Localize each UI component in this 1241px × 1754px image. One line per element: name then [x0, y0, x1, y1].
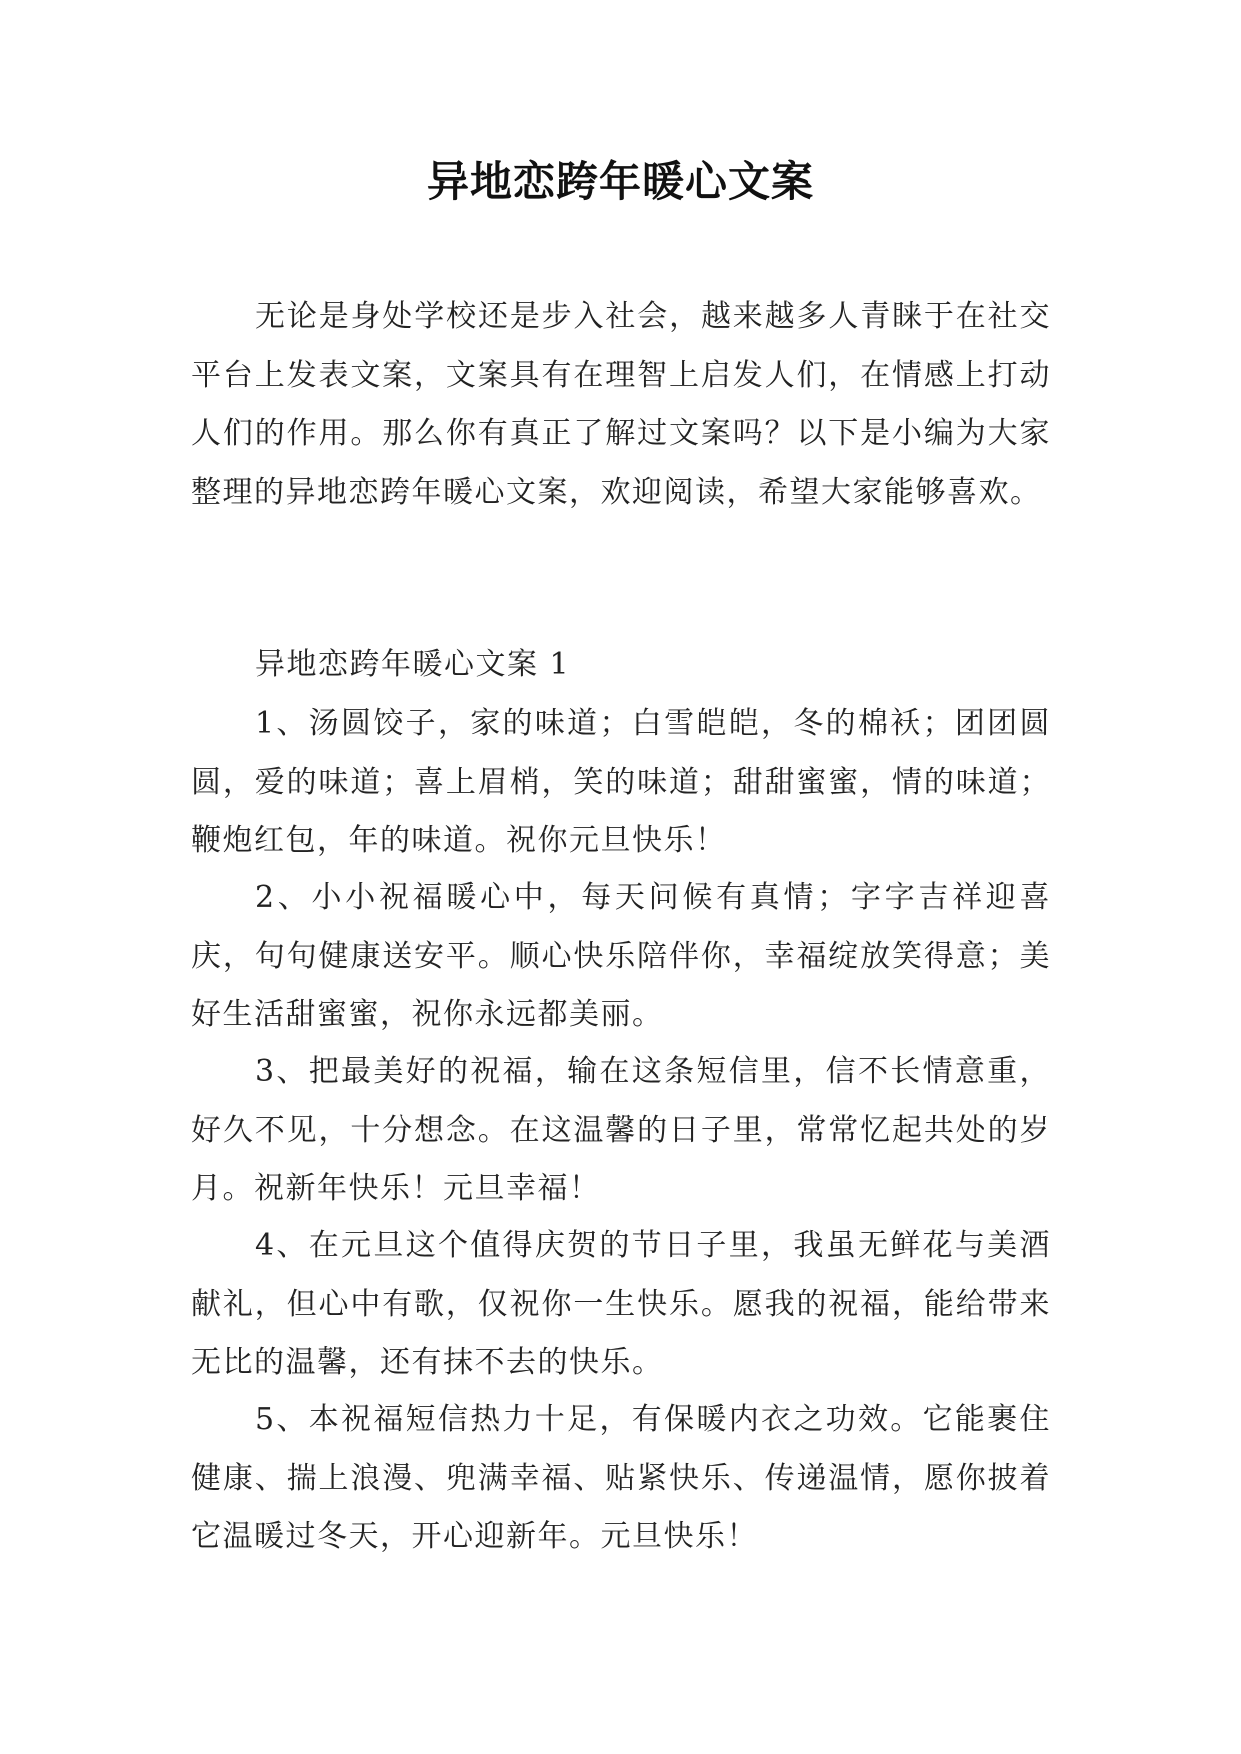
- section-heading: 异地恋跨年暖心文案 1: [255, 647, 571, 682]
- list-item: 3、把最美好的祝福，输在这条短信里，信不长情意重，好久不见，十分想念。在这温馨的日子里，常常忆起共处的岁月。祝新年快乐！元旦幸福！: [191, 1054, 1051, 1206]
- document-title: 异地恋跨年暖心文案: [426, 157, 814, 206]
- list-item: 4、在元旦这个值得庆贺的节日子里，我虽无鲜花与美酒献礼，但心中有歌，仅祝你一生快乐。愿我的祝福，能给带来无比的温馨，还有抹不去的快乐。: [191, 1228, 1051, 1380]
- list-item: 5、本祝福短信热力十足，有保暖内衣之功效。它能裹住健康、揣上浪漫、兜满幸福、贴紧快乐、传递温情，愿你披着它温暖过冬天，开心迎新年。元旦快乐！: [191, 1402, 1051, 1554]
- list-item: 2、小小祝福暖心中，每天问候有真情；字字吉祥迎喜庆，句句健康送安平。顺心快乐陪伴你，幸福绽放笑得意；美好生活甜蜜蜜，祝你永远都美丽。: [191, 880, 1051, 1032]
- list-item: 1、汤圆饺子，家的味道；白雪皑皑，冬的棉袄；团团圆圆，爱的味道；喜上眉梢，笑的味道；甜甜蜜蜜，情的味道；鞭炮红包，年的味道。祝你元旦快乐！: [191, 706, 1051, 858]
- intro-paragraph: 无论是身处学校还是步入社会，越来越多人青睐于在社交平台上发表文案，文案具有在理智上启发人们，在情感上打动人们的作用。那么你有真正了解过文案吗？以下是小编为大家整理的异地恋跨年暖心文案，欢迎阅读，希望大家能够喜欢。: [191, 299, 1051, 510]
